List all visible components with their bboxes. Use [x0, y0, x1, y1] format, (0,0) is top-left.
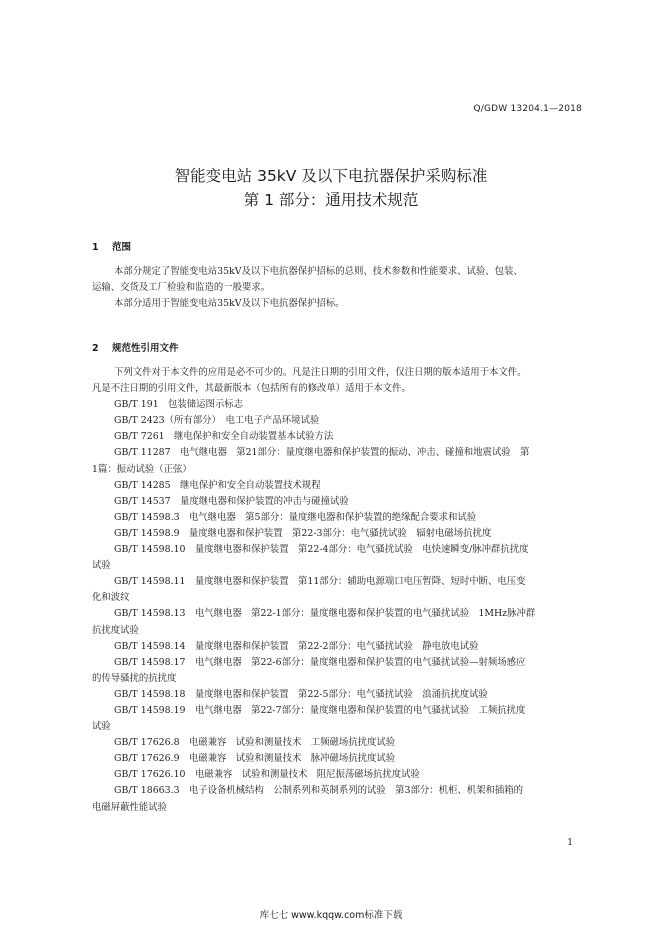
references-list — [92, 365, 582, 816]
reference-item: GB/T 17626.10 电磁兼容 试验和测量技术 阻尼振荡磁场抗扰度试验 — [114, 769, 420, 781]
section-number: 1 — [92, 242, 99, 253]
reference-item: GB/T 14598.11 量度继电器和保护装置 第11部分：辅助电源端口电压暂降、短时中断、电压变 — [114, 576, 526, 588]
reference-item: GB/T 7261 继电保护和安全自动装置基本试验方法 — [114, 431, 334, 443]
reference-item: GB/T 14598.9 量度继电器和保护装置 第22-3部分：电气骚扰试验 辐射电磁场抗扰度 — [114, 527, 492, 539]
reference-item: GB/T 14285 继电保护和安全自动装置技术规程 — [114, 479, 321, 491]
reference-item: GB/T 14598.19 电气继电器 第22-7部分：量度继电器和保护装置的电气骚扰试验 工频抗扰度 — [114, 704, 526, 716]
text-line: 下列文件对于本文件的应用是必不可少的。凡是注日期的引用文件，仅注日期的版本适用于本文件。 — [114, 367, 527, 378]
scope-paragraph — [92, 264, 582, 312]
reference-item: GB/T 2423（所有部分） 电工电子产品环境试验 — [114, 415, 320, 427]
text-line: 本部分规定了智能变电站35kV及以下电抗器保护招标的总则、技术参数和性能要求、试验、包装、 — [114, 266, 523, 277]
document-number: Q/GDW 13204.1—2018 — [473, 104, 582, 114]
reference-item: GB/T 14598.18 量度继电器和保护装置 第22-5部分：电气骚扰试验 浪涌抗扰度试验 — [114, 688, 488, 700]
reference-item: GB/T 18663.3 电子设备机械结构 公制系列和英制系列的试验 第3部分：机柜、机架和插箱的 — [114, 785, 524, 797]
text-line: 凡是不注日期的引用文件，其最新版本（包括所有的修改单）适用于本文件。 — [92, 383, 411, 395]
section-heading-normative-references — [92, 340, 179, 354]
reference-item: GB/T 14598.13 电气继电器 第22-1部分：量度继电器和保护装置的电气骚扰试验 1MHz脉冲群 — [114, 608, 536, 620]
page-number: 1 — [567, 838, 573, 848]
document-title: 智能变电站 35kV 及以下电抗器保护采购标准 — [174, 167, 488, 185]
reference-item-continued: 化和波纹 — [92, 592, 130, 604]
footer-watermark: 库七七 www.kqqw.com标准下载 — [259, 910, 403, 921]
text-line: 运输、交货及工厂检验和监造的一般要求。 — [92, 282, 271, 294]
document-subtitle: 第 1 部分：通用技术规范 — [243, 191, 419, 209]
reference-item: GB/T 11287 电气继电器 第21部分：量度继电器和保护装置的振动、冲击、碰撞和地震试验 第 — [114, 447, 530, 459]
reference-item-continued: 的传导骚扰的抗扰度 — [92, 672, 177, 684]
reference-item-continued: 电磁屏蔽性能试验 — [92, 801, 168, 813]
section-title: 范围 — [112, 242, 132, 253]
reference-item-continued: 抗扰度试验 — [92, 624, 139, 636]
reference-item-continued: 1篇：振动试验（正弦） — [92, 463, 192, 475]
reference-item: GB/T 14537 量度继电器和保护装置的冲击与碰撞试验 — [114, 495, 349, 507]
reference-item: GB/T 14598.14 量度继电器和保护装置 第22-2部分：电气骚扰试验 静电放电试验 — [114, 640, 479, 652]
section-number: 2 — [92, 343, 99, 354]
reference-item: GB/T 14598.3 电气继电器 第5部分：量度继电器和保护装置的绝缘配合要求和试验 — [114, 511, 477, 523]
reference-item: GB/T 17626.8 电磁兼容 试验和测量技术 工频磁场抗扰度试验 — [114, 737, 396, 749]
section-title: 规范性引用文件 — [112, 343, 179, 354]
reference-item-continued: 试验 — [92, 721, 111, 733]
reference-item: GB/T 191 包装储运图示标志 — [114, 399, 244, 411]
reference-item-continued: 试验 — [92, 560, 111, 572]
text-line: 本部分适用于智能变电站35kV及以下电抗器保护招标。 — [114, 298, 345, 310]
reference-item: GB/T 14598.10 量度继电器和保护装置 第22-4部分：电气骚扰试验 电快速瞬变/脉冲群抗扰度 — [114, 544, 529, 556]
reference-item: GB/T 14598.17 电气继电器 第22-6部分：量度继电器和保护装置的电气骚扰试验—射频场感应 — [114, 656, 526, 668]
section-heading-scope — [92, 239, 131, 253]
reference-item: GB/T 17626.9 电磁兼容 试验和测量技术 脉冲磁场抗扰度试验 — [114, 753, 396, 765]
